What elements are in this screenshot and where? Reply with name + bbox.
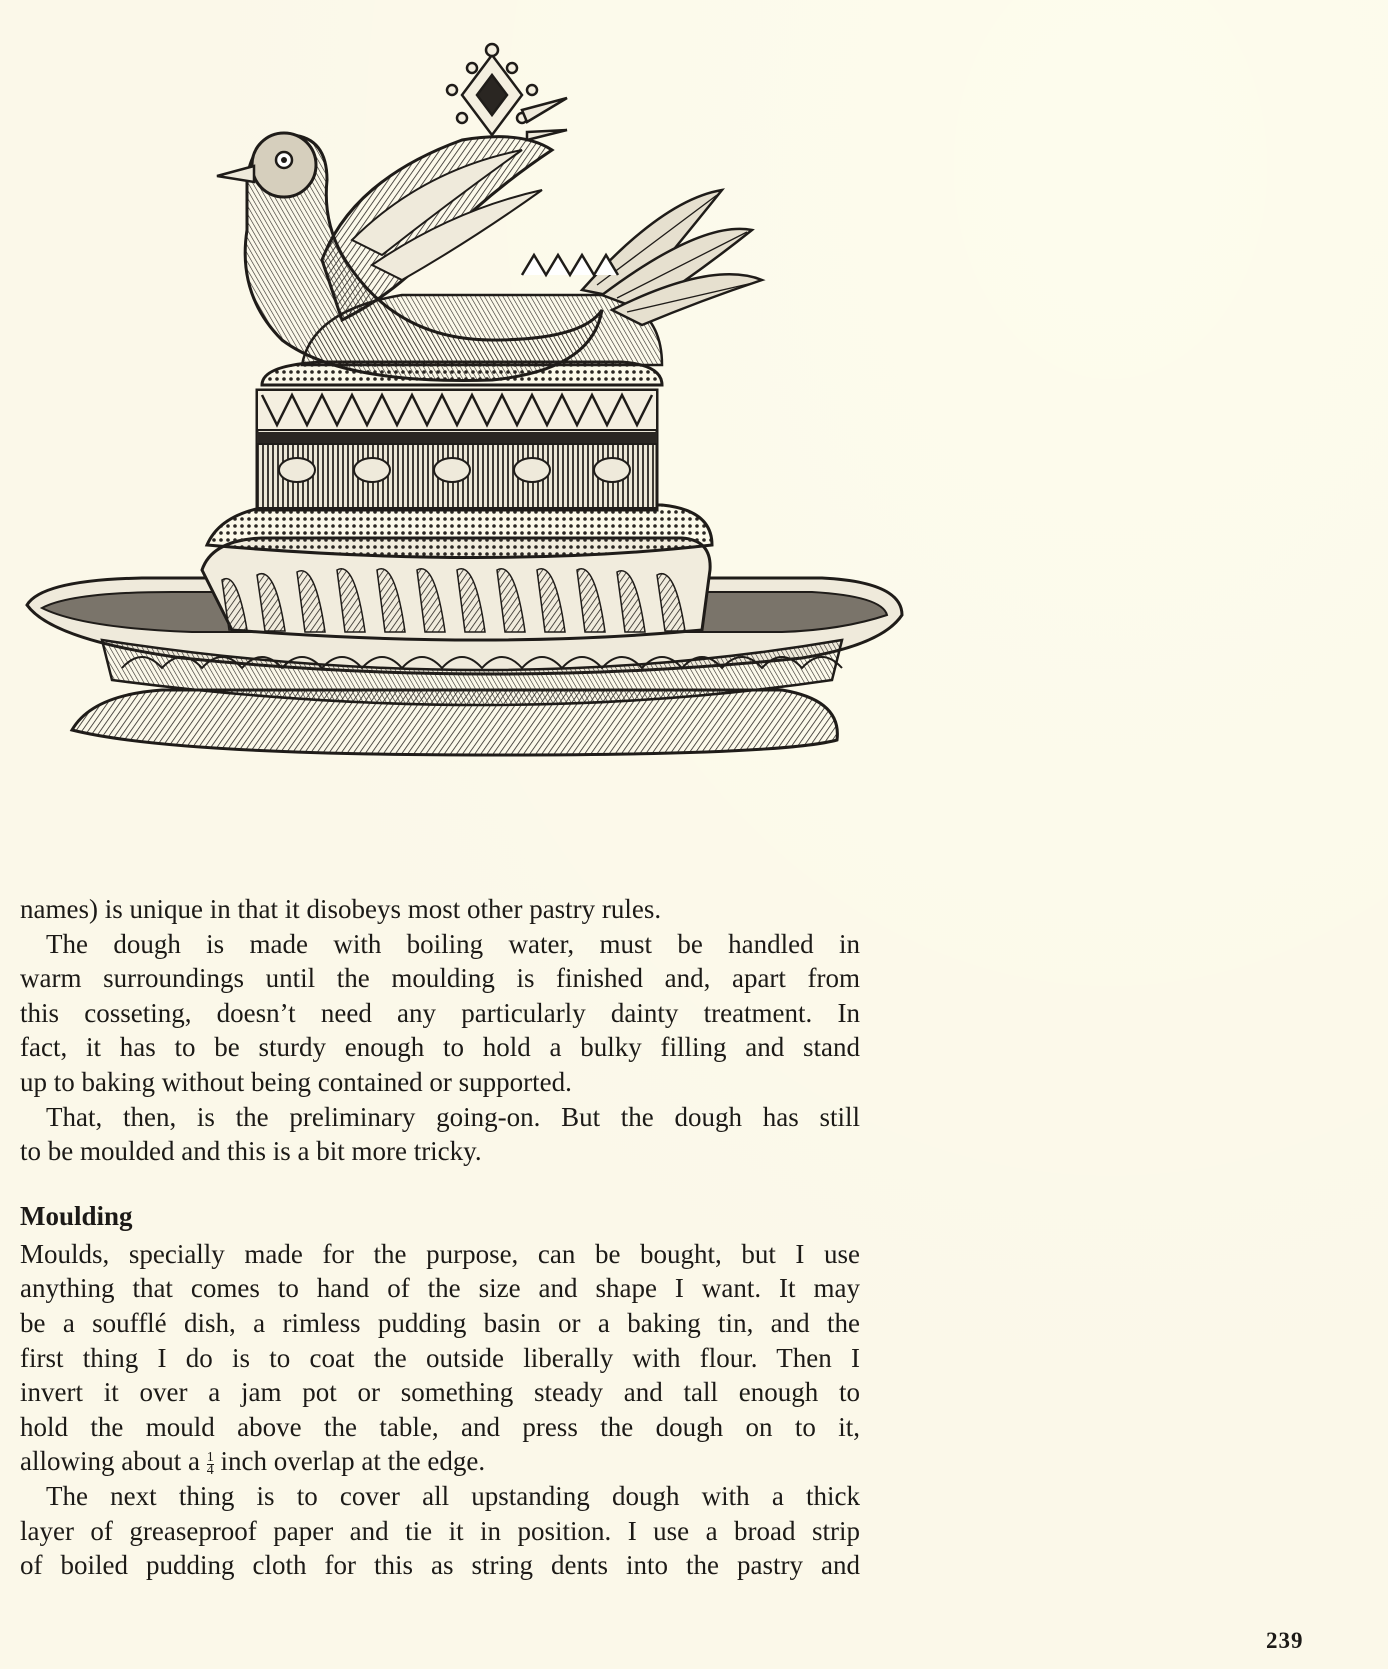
text-line: Moulds, specially made for the purpose, can be bought, but I use [20,1238,860,1269]
body-text [20,892,860,1583]
paragraph-4 [20,1237,860,1479]
section-heading: Moulding [20,1200,133,1231]
text-line: this cosseting, doesn’t need any particularly dainty treatment. In [20,997,860,1028]
text-line: The next thing is to cover all upstanding dough with a thick [46,1480,860,1511]
text-line: to be moulded and this is a bit more tricky. [20,1136,482,1167]
bird-pie-engraving-icon [22,40,972,800]
text-line: up to baking without being contained or supported. [20,1066,572,1097]
text-fragment: allowing about a [20,1446,200,1477]
fraction-denominator: 4 [206,1462,214,1478]
text-line: first thing I do is to coat the outside liberally with flour. Then I [20,1342,860,1373]
paragraph-2 [20,927,860,1100]
text-fragment: inch overlap at the edge. [220,1446,486,1477]
text-line: hold the mould above the table, and press the dough on to it, [20,1411,860,1442]
text-line: anything that comes to hand of the size and shape I want. It may [20,1273,860,1304]
paragraph-1 [20,892,860,927]
page-number: 239 [1266,1628,1304,1653]
text-line: invert it over a jam pot or something steady and tall enough to [20,1377,860,1408]
text-line: The dough is made with boiling water, must be handled in [46,928,860,959]
text-line: be a soufflé dish, a rimless pudding basin or a baking tin, and the [20,1307,860,1338]
paragraph-3 [20,1100,860,1169]
text-line: That, then, is the preliminary going-on. But the dough has still [46,1101,860,1132]
text-line: of boiled pudding cloth for this as string dents into the pastry and [20,1550,860,1581]
text-line: fact, it has to be sturdy enough to hold a bulky filling and stand [20,1032,860,1063]
text-line: names) is unique in that it disobeys most other pastry rules. [20,894,662,924]
text-line: layer of greaseproof paper and tie it in position. I use a broad strip [20,1515,860,1546]
fraction-quarter [206,1449,214,1478]
text-line: warm surroundings until the moulding is finished and, apart from [20,963,860,994]
fraction-numerator: 1 [206,1449,214,1465]
paragraph-5 [20,1479,860,1583]
text-line-fraction [20,1444,860,1479]
